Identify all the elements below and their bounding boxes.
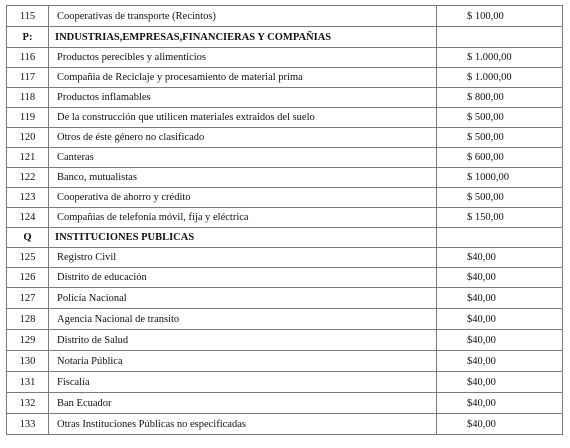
table-row xyxy=(7,351,563,372)
price-cell: $ 1000,00 xyxy=(437,168,563,188)
description-cell: Otros de éste género no clasificado xyxy=(49,128,437,148)
section-description-cell: INSTITUCIONES PUBLICAS xyxy=(49,228,437,248)
price-cell: $40,00 xyxy=(437,393,563,414)
description-cell: Notaria Pública xyxy=(49,351,437,372)
row-number-cell: 120 xyxy=(7,128,49,148)
price-cell: $ 1.000,00 xyxy=(437,68,563,88)
table-row xyxy=(7,330,563,351)
price-cell: $40,00 xyxy=(437,351,563,372)
row-number-cell: 119 xyxy=(7,108,49,128)
section-header-row xyxy=(7,27,563,48)
price-cell: $40,00 xyxy=(437,288,563,309)
row-number-cell: 122 xyxy=(7,168,49,188)
description-cell: Canteras xyxy=(49,148,437,168)
description-cell: Distrito de Salud xyxy=(49,330,437,351)
description-cell: Productos inflamables xyxy=(49,88,437,108)
price-cell: $40,00 xyxy=(437,268,563,288)
description-cell: Otras Instituciones Públicas no especificadas xyxy=(49,414,437,435)
row-number-cell: 133 xyxy=(7,414,49,435)
row-number-cell: 121 xyxy=(7,148,49,168)
description-cell: Compañias de telefonía móvil, fija y eléctrica xyxy=(49,208,437,228)
row-number-cell: 129 xyxy=(7,330,49,351)
fee-table xyxy=(6,5,563,435)
description-cell: Cooperativas de transporte (Recintos) xyxy=(49,6,437,27)
table-row xyxy=(7,48,563,68)
section-row-number-cell: P: xyxy=(7,27,49,48)
table-row xyxy=(7,414,563,435)
price-cell: $ 150,00 xyxy=(437,208,563,228)
description-cell: De la construcción que utilicen materiales extraidos del suelo xyxy=(49,108,437,128)
table-row xyxy=(7,108,563,128)
row-number-cell: 127 xyxy=(7,288,49,309)
table-row xyxy=(7,309,563,330)
row-number-cell: 130 xyxy=(7,351,49,372)
row-number-cell: 123 xyxy=(7,188,49,208)
table-row xyxy=(7,6,563,27)
row-number-cell: 128 xyxy=(7,309,49,330)
price-cell xyxy=(437,27,563,48)
description-cell: Fiscalía xyxy=(49,372,437,393)
table-row xyxy=(7,68,563,88)
table-row xyxy=(7,248,563,268)
row-number-cell: 131 xyxy=(7,372,49,393)
row-number-cell: 118 xyxy=(7,88,49,108)
table-row xyxy=(7,393,563,414)
section-header-row xyxy=(7,228,563,248)
table-row xyxy=(7,288,563,309)
row-number-cell: 132 xyxy=(7,393,49,414)
price-cell: $ 100,00 xyxy=(437,6,563,27)
row-number-cell: 115 xyxy=(7,6,49,27)
price-cell: $ 1.000,00 xyxy=(437,48,563,68)
price-cell: $40,00 xyxy=(437,330,563,351)
table-row xyxy=(7,148,563,168)
description-cell: Cooperativa de ahorro y crédito xyxy=(49,188,437,208)
price-cell: $ 500,00 xyxy=(437,188,563,208)
section-description-cell: INDUSTRIAS,EMPRESAS,FINANCIERAS Y COMPAÑIAS xyxy=(49,27,437,48)
price-cell: $ 600,00 xyxy=(437,148,563,168)
row-number-cell: 125 xyxy=(7,248,49,268)
description-cell: Banco, mutualistas xyxy=(49,168,437,188)
table-row xyxy=(7,188,563,208)
price-cell xyxy=(437,228,563,248)
table-row xyxy=(7,268,563,288)
table-row xyxy=(7,128,563,148)
price-cell: $40,00 xyxy=(437,309,563,330)
table-row xyxy=(7,372,563,393)
description-cell: Compañia de Reciclaje y procesamiento de material prima xyxy=(49,68,437,88)
description-cell: Productos perecibles y alimenticios xyxy=(49,48,437,68)
price-cell: $ 800,00 xyxy=(437,88,563,108)
price-cell: $ 500,00 xyxy=(437,108,563,128)
table-row xyxy=(7,208,563,228)
description-cell: Agencia Nacional de transito xyxy=(49,309,437,330)
row-number-cell: 117 xyxy=(7,68,49,88)
description-cell: Registro Civil xyxy=(49,248,437,268)
table-row xyxy=(7,168,563,188)
price-cell: $40,00 xyxy=(437,248,563,268)
description-cell: Ban Ecuador xyxy=(49,393,437,414)
row-number-cell: 126 xyxy=(7,268,49,288)
price-cell: $40,00 xyxy=(437,414,563,435)
row-number-cell: 116 xyxy=(7,48,49,68)
row-number-cell: 124 xyxy=(7,208,49,228)
table-row xyxy=(7,88,563,108)
section-row-number-cell: Q xyxy=(7,228,49,248)
description-cell: Policía Nacional xyxy=(49,288,437,309)
description-cell: Distrito de educación xyxy=(49,268,437,288)
fee-table-body xyxy=(7,6,563,435)
price-cell: $40,00 xyxy=(437,372,563,393)
price-cell: $ 500,00 xyxy=(437,128,563,148)
